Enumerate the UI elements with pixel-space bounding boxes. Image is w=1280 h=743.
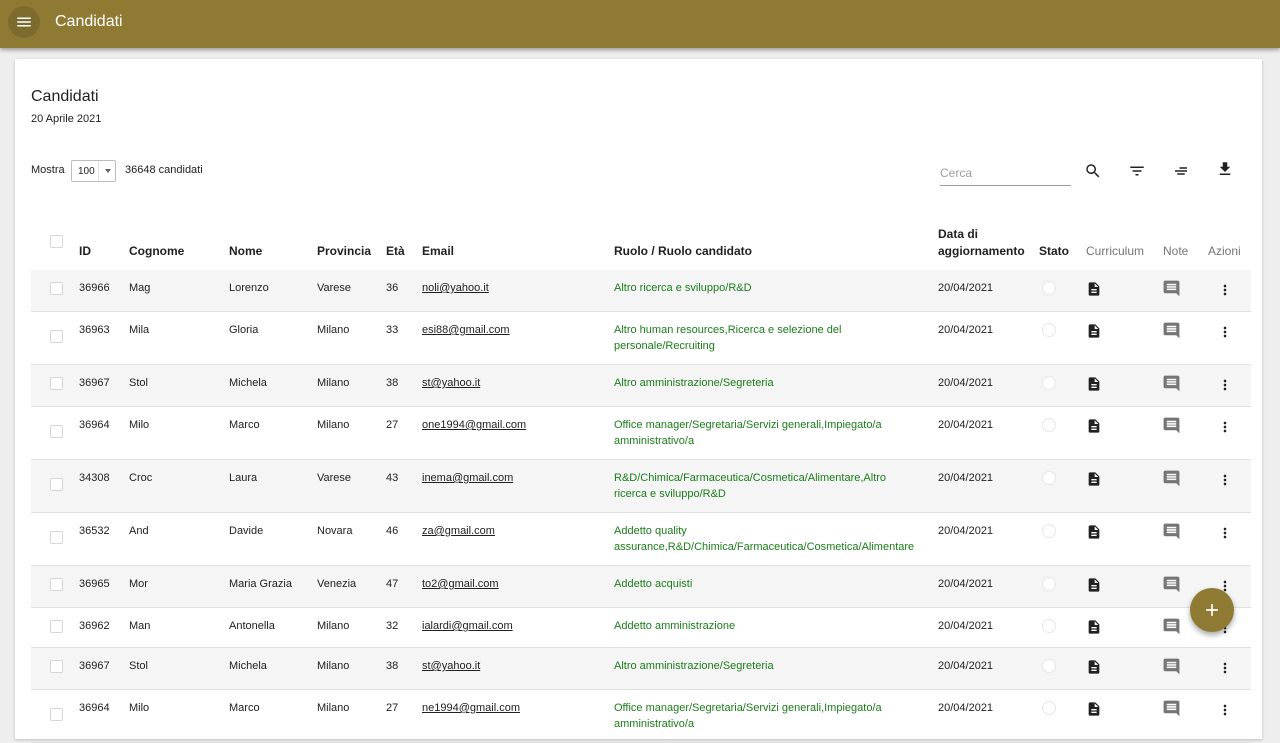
comment-icon[interactable] (1162, 575, 1181, 599)
table-row[interactable] (31, 513, 1251, 566)
search-button[interactable] (1081, 159, 1105, 183)
cell-provincia: Milano (317, 702, 350, 714)
cell-cognome: And (129, 525, 149, 537)
more-vert-icon[interactable] (1217, 377, 1233, 398)
cell-email[interactable]: one1994@gmail.com (422, 419, 527, 431)
more-vert-icon[interactable] (1217, 472, 1233, 493)
menu-button[interactable] (8, 6, 40, 38)
select-all-checkbox[interactable] (50, 235, 63, 248)
cell-email[interactable]: ne1994@gmail.com (422, 702, 520, 714)
status-indicator[interactable] (1042, 701, 1056, 715)
cell-eta: 27 (386, 419, 399, 431)
cell-data: 20/04/2021 (938, 660, 994, 672)
document-icon[interactable] (1086, 700, 1102, 723)
filter-button[interactable] (1125, 159, 1149, 183)
cell-ruolo: Altro amministrazione/Segreteria (614, 377, 774, 389)
cell-nome: Marco (229, 702, 260, 714)
cell-cognome: Mor (129, 578, 148, 590)
document-icon[interactable] (1086, 523, 1102, 546)
page-title: Candidati (31, 88, 99, 105)
sort-icon (1172, 162, 1190, 180)
more-vert-icon[interactable] (1217, 282, 1233, 303)
cell-data: 20/04/2021 (938, 702, 994, 714)
cell-nome: Davide (229, 525, 264, 537)
cell-provincia: Milano (317, 660, 350, 672)
cell-provincia: Milano (317, 377, 350, 389)
add-icon (1202, 600, 1222, 620)
table-row[interactable] (31, 270, 1251, 312)
cell-cognome: Milo (129, 419, 150, 431)
cell-email[interactable]: to2@gmail.com (422, 578, 499, 590)
header-eta[interactable]: Età (386, 244, 405, 258)
status-indicator[interactable] (1042, 471, 1056, 485)
table-row[interactable] (31, 407, 1251, 460)
comment-icon[interactable] (1162, 469, 1181, 493)
cell-ruolo: Altro ricerca e sviluppo/R&D (614, 282, 752, 294)
row-checkbox[interactable] (50, 578, 63, 591)
document-icon[interactable] (1086, 658, 1102, 681)
comment-icon[interactable] (1162, 374, 1181, 398)
header-note: Note (1163, 244, 1189, 258)
header-id[interactable]: ID (79, 244, 91, 258)
cell-provincia: Novara (317, 525, 353, 537)
cell-cognome: Stol (129, 660, 148, 672)
cell-email[interactable]: noli@yahoo.it (422, 282, 489, 294)
cell-id: 36966 (79, 282, 110, 294)
status-indicator[interactable] (1042, 418, 1056, 432)
table-row[interactable] (31, 365, 1251, 407)
cell-eta: 32 (386, 620, 399, 632)
more-vert-icon[interactable] (1217, 525, 1233, 546)
cell-cognome: Mag (129, 282, 151, 294)
cell-ruolo: Office manager/Segretaria/Servizi generali,Impiegato/a amministrativo/a (614, 702, 882, 730)
cell-data: 20/04/2021 (938, 324, 994, 336)
cell-cognome: Milo (129, 702, 150, 714)
cell-id: 36967 (79, 377, 110, 389)
cell-eta: 46 (386, 525, 399, 537)
cell-nome: Marco (229, 419, 260, 431)
cell-cognome: Stol (129, 377, 148, 389)
cell-nome: Maria Grazia (229, 578, 292, 590)
show-label: Mostra (31, 164, 65, 176)
cell-data: 20/04/2021 (938, 525, 994, 537)
cell-provincia: Milano (317, 620, 350, 632)
status-indicator[interactable] (1042, 619, 1056, 633)
cell-id: 36532 (79, 525, 110, 537)
cell-data: 20/04/2021 (938, 620, 994, 632)
row-checkbox[interactable] (50, 282, 63, 295)
cell-data: 20/04/2021 (938, 419, 994, 431)
cell-nome: Michela (229, 377, 267, 389)
row-checkbox[interactable] (50, 708, 63, 721)
document-icon[interactable] (1086, 417, 1102, 440)
cell-id: 36967 (79, 660, 110, 672)
comment-icon[interactable] (1162, 416, 1181, 440)
table-row[interactable] (31, 460, 1251, 513)
cell-email[interactable]: za@gmail.com (422, 525, 495, 537)
candidates-count: 36648 candidati (125, 164, 203, 176)
table-row[interactable] (31, 648, 1251, 690)
row-checkbox[interactable] (50, 425, 63, 438)
cell-ruolo: R&D/Chimica/Farmaceutica/Cosmetica/Alimentare,Altro ricerca e sviluppo/R&D (614, 472, 887, 500)
status-indicator[interactable] (1042, 323, 1056, 337)
comment-icon[interactable] (1162, 522, 1181, 546)
page-size-value: 100 (78, 166, 95, 177)
search-input[interactable] (940, 163, 1068, 180)
cell-nome: Laura (229, 472, 258, 484)
document-icon[interactable] (1086, 375, 1102, 398)
row-checkbox[interactable] (50, 377, 63, 390)
cell-email[interactable]: ialardi@gmail.com (422, 620, 513, 632)
comment-icon[interactable] (1162, 279, 1181, 303)
search-icon (1084, 162, 1102, 180)
download-icon (1216, 160, 1234, 178)
cell-provincia: Milano (317, 419, 350, 431)
cell-provincia: Varese (317, 282, 352, 294)
cell-ruolo: Addetto amministrazione (614, 620, 736, 632)
status-indicator[interactable] (1042, 659, 1056, 673)
app-bar (0, 0, 1280, 48)
cell-email[interactable]: st@yahoo.it (422, 660, 481, 672)
add-candidate-button[interactable] (1190, 588, 1234, 632)
page-size-select[interactable] (71, 160, 116, 182)
status-indicator[interactable] (1042, 281, 1056, 295)
cell-eta: 43 (386, 472, 399, 484)
header-data-line1[interactable]: Data di (938, 227, 979, 241)
header-azioni: Azioni (1208, 244, 1241, 258)
cell-email[interactable]: st@yahoo.it (422, 377, 481, 389)
document-icon[interactable] (1086, 576, 1102, 599)
comment-icon[interactable] (1162, 321, 1181, 345)
cell-nome: Lorenzo (229, 282, 269, 294)
candidates-card (15, 59, 1262, 739)
cell-eta: 33 (386, 324, 399, 336)
comment-icon[interactable] (1162, 617, 1181, 641)
header-curriculum: Curriculum (1086, 244, 1145, 258)
cell-cognome: Mila (129, 324, 150, 336)
row-checkbox[interactable] (50, 660, 63, 673)
cell-nome: Gloria (229, 324, 259, 336)
header-ruolo[interactable]: Ruolo / Ruolo candidato (614, 244, 752, 258)
cell-data: 20/04/2021 (938, 472, 994, 484)
header-provincia[interactable]: Provincia (317, 244, 372, 258)
sort-button[interactable] (1169, 159, 1193, 183)
more-vert-icon[interactable] (1217, 324, 1233, 345)
cell-nome: Antonella (229, 620, 275, 632)
cell-id: 36963 (79, 324, 110, 336)
table-row[interactable] (31, 690, 1251, 743)
status-indicator[interactable] (1042, 577, 1056, 591)
more-vert-icon[interactable] (1217, 660, 1233, 681)
row-checkbox[interactable] (50, 330, 63, 343)
cell-ruolo: Addetto acquisti (614, 578, 693, 590)
download-button[interactable] (1213, 157, 1237, 181)
cell-ruolo: Office manager/Segretaria/Servizi generali,Impiegato/a amministrativo/a (614, 419, 882, 447)
cell-eta: 36 (386, 282, 399, 294)
cell-data: 20/04/2021 (938, 377, 994, 389)
document-icon[interactable] (1086, 280, 1102, 303)
cell-id: 36962 (79, 620, 110, 632)
header-cognome[interactable]: Cognome (129, 244, 185, 258)
caret-down-icon (105, 169, 111, 173)
document-icon[interactable] (1086, 618, 1102, 641)
more-vert-icon[interactable] (1217, 419, 1233, 440)
table-header (31, 207, 1251, 269)
cell-email[interactable]: inema@gmail.com (422, 472, 514, 484)
cell-email[interactable]: esi88@gmail.com (422, 324, 510, 336)
cell-eta: 27 (386, 702, 399, 714)
cell-provincia: Venezia (317, 578, 357, 590)
row-checkbox[interactable] (50, 531, 63, 544)
header-nome[interactable]: Nome (229, 244, 263, 258)
document-icon[interactable] (1086, 322, 1102, 345)
cell-ruolo: Altro amministrazione/Segreteria (614, 660, 774, 672)
cell-provincia: Milano (317, 324, 350, 336)
filter-icon (1128, 162, 1146, 180)
cell-eta: 38 (386, 660, 399, 672)
more-vert-icon[interactable] (1217, 702, 1233, 723)
row-checkbox[interactable] (50, 620, 63, 633)
cell-id: 36964 (79, 702, 110, 714)
search-field[interactable] (940, 163, 1071, 186)
table-row[interactable] (31, 608, 1251, 648)
document-icon[interactable] (1086, 470, 1102, 493)
page-date: 20 Aprile 2021 (31, 113, 102, 125)
cell-provincia: Varese (317, 472, 352, 484)
status-indicator[interactable] (1042, 524, 1056, 538)
select-divider (98, 161, 99, 181)
cell-data: 20/04/2021 (938, 578, 994, 590)
cell-cognome: Croc (129, 472, 153, 484)
cell-eta: 47 (386, 578, 399, 590)
row-checkbox[interactable] (50, 478, 63, 491)
cell-ruolo: Addetto quality assurance,R&D/Chimica/Farmaceutica/Cosmetica/Alimentare (614, 525, 915, 553)
table-row[interactable] (31, 312, 1251, 365)
header-data-line2[interactable]: aggiornamento (938, 244, 1025, 258)
cell-id: 34308 (79, 472, 110, 484)
app-title: Candidati (55, 13, 123, 30)
cell-cognome: Man (129, 620, 151, 632)
cell-nome: Michela (229, 660, 267, 672)
cell-id: 36964 (79, 419, 110, 431)
header-email[interactable]: Email (422, 244, 455, 258)
cell-eta: 38 (386, 377, 399, 389)
comment-icon[interactable] (1162, 699, 1181, 723)
status-indicator[interactable] (1042, 376, 1056, 390)
cell-id: 36965 (79, 578, 110, 590)
cell-data: 20/04/2021 (938, 282, 994, 294)
header-stato[interactable]: Stato (1039, 244, 1069, 258)
menu-icon (15, 13, 33, 31)
cell-ruolo: Altro human resources,Ricerca e selezione del personale/Recruiting (614, 324, 842, 352)
comment-icon[interactable] (1162, 657, 1181, 681)
table-row[interactable] (31, 566, 1251, 608)
